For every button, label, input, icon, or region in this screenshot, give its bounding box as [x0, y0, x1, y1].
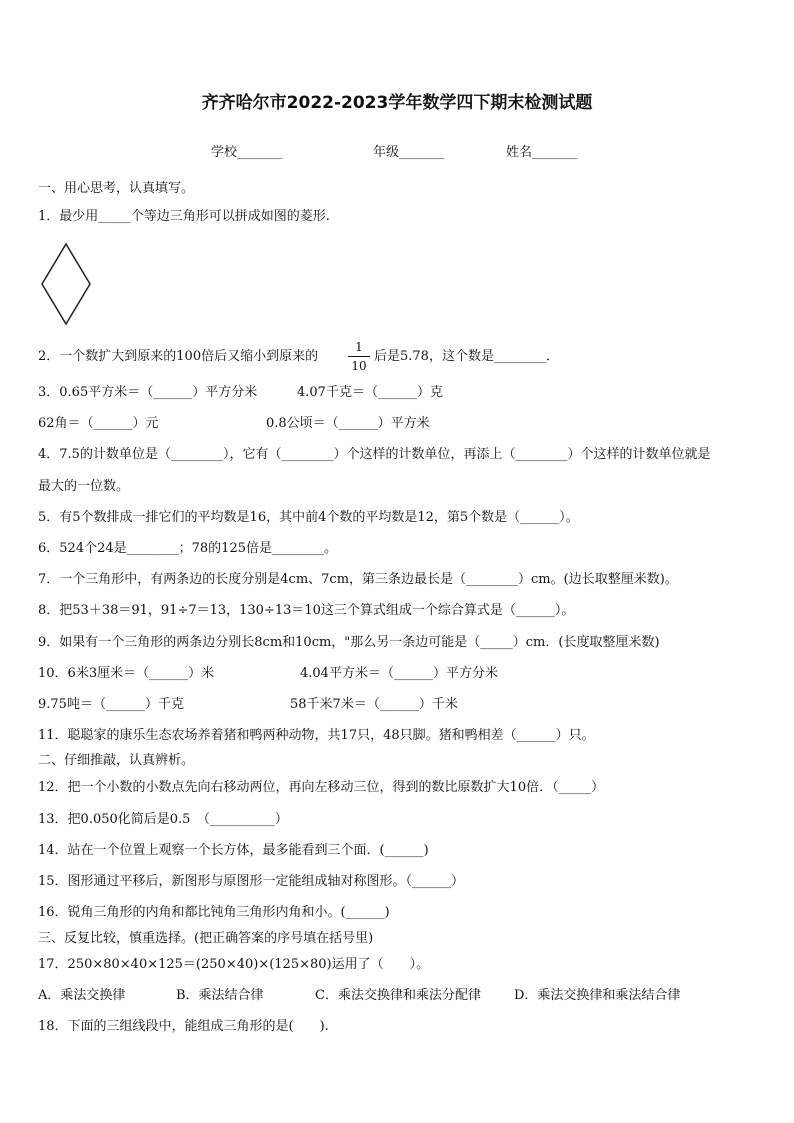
- question-13: 13．把0.050化简后是0.5 （__________）: [38, 812, 288, 827]
- question-18: 18．下面的三组线段中，能组成三角形的是( ).: [38, 1019, 329, 1034]
- question-10-b: 4.04平方米＝（______）平方分米: [300, 666, 498, 681]
- question-4-line-2: 最大的一位数。: [38, 479, 130, 494]
- question-17: 17．250×80×40×125＝(250×40)×(125×80)运用了（ ）。: [38, 957, 430, 972]
- question-12: 12．把一个小数的小数点先向右移动两位，再向左移动三位，得到的数比原数扩大10倍．（_____）: [38, 780, 605, 795]
- section-2-heading: 二、仔细推敲，认真辨析。: [38, 753, 195, 768]
- question-10-d: 58千米7米＝（______）千米: [290, 697, 458, 712]
- question-11: 11．聪聪家的康乐生态农场养着猪和鸭两种动物，共17只，48只脚。猪和鸭相差（______）只。: [38, 728, 595, 743]
- question-6: 6．524个24是________；78的125倍是________。: [38, 541, 337, 556]
- question-3-a: 3．0.65平方米＝（______）平方分米: [38, 385, 258, 400]
- question-17-option-b: B．乘法结合律: [176, 988, 264, 1003]
- question-9: 9．如果有一个三角形的两条边分别长8cm和10cm，"那么另一条边可能是（_____）cm．(长度取整厘米数): [38, 635, 660, 650]
- question-5: 5．有5个数排成一排它们的平均数是16，其中前4个数的平均数是12，第5个数是（______）。: [38, 510, 579, 525]
- name-field: 姓名_______: [506, 145, 578, 160]
- rhombus-figure: [38, 240, 94, 328]
- question-7: 7．一个三角形中，有两条边的长度分别是4cm、7cm，第三条边最长是（________）cm。(边长取整厘米数)。: [38, 572, 678, 587]
- question-3-b: 4.07千克＝（______）克: [297, 385, 443, 400]
- fraction-denominator: 10: [351, 359, 367, 373]
- question-17-option-a: A．乘法交换律: [38, 988, 126, 1003]
- question-14: 14．站在一个位置上观察一个长方体，最多能看到三个面．(______): [38, 843, 429, 858]
- fraction-numerator: 1: [355, 340, 363, 354]
- question-17-option-d: D．乘法交换律和乘法结合律: [514, 988, 681, 1003]
- section-1-heading: 一、用心思考，认真填写。: [38, 181, 195, 196]
- question-10-c: 9.75吨＝（______）千克: [38, 697, 184, 712]
- question-8: 8．把53＋38＝91，91÷7＝13，130÷13＝10这三个算式组成一个综合算式是（______）。: [38, 603, 575, 618]
- question-3-c: 62角＝（______）元: [38, 416, 159, 431]
- question-15: 15．图形通过平移后，新图形与原图形一定能组成轴对称图形。（______）: [38, 874, 465, 889]
- question-2-part-2: 后是5.78，这个数是________．: [374, 349, 559, 364]
- question-17-option-c: C．乘法交换律和乘法分配律: [315, 988, 481, 1003]
- school-field: 学校_______: [211, 145, 283, 160]
- question-10-a: 10．6米3厘米＝（______）米: [38, 666, 215, 681]
- question-4-line-1: 4．7.5的计数单位是（________），它有（________）个这样的计数单位，再添上（________）个这样的计数单位就是: [38, 447, 711, 462]
- question-1: 1．最少用_____个等边三角形可以拼成如图的菱形.: [38, 209, 330, 224]
- fraction-one-tenth: [348, 340, 370, 373]
- section-3-heading: 三、反复比较，慎重选择。(把正确答案的序号填在括号里): [38, 931, 374, 946]
- page-title: 齐齐哈尔市2022-2023学年数学四下期末检测试题: [201, 93, 593, 113]
- grade-field: 年级_______: [373, 145, 445, 160]
- question-2-part-1: 2．一个数扩大到原来的100倍后又缩小到原来的: [38, 349, 319, 364]
- question-16: 16．锐角三角形的内角和都比钝角三角形内角和小。(______): [38, 905, 390, 920]
- question-3-d: 0.8公顷＝（______）平方米: [266, 416, 430, 431]
